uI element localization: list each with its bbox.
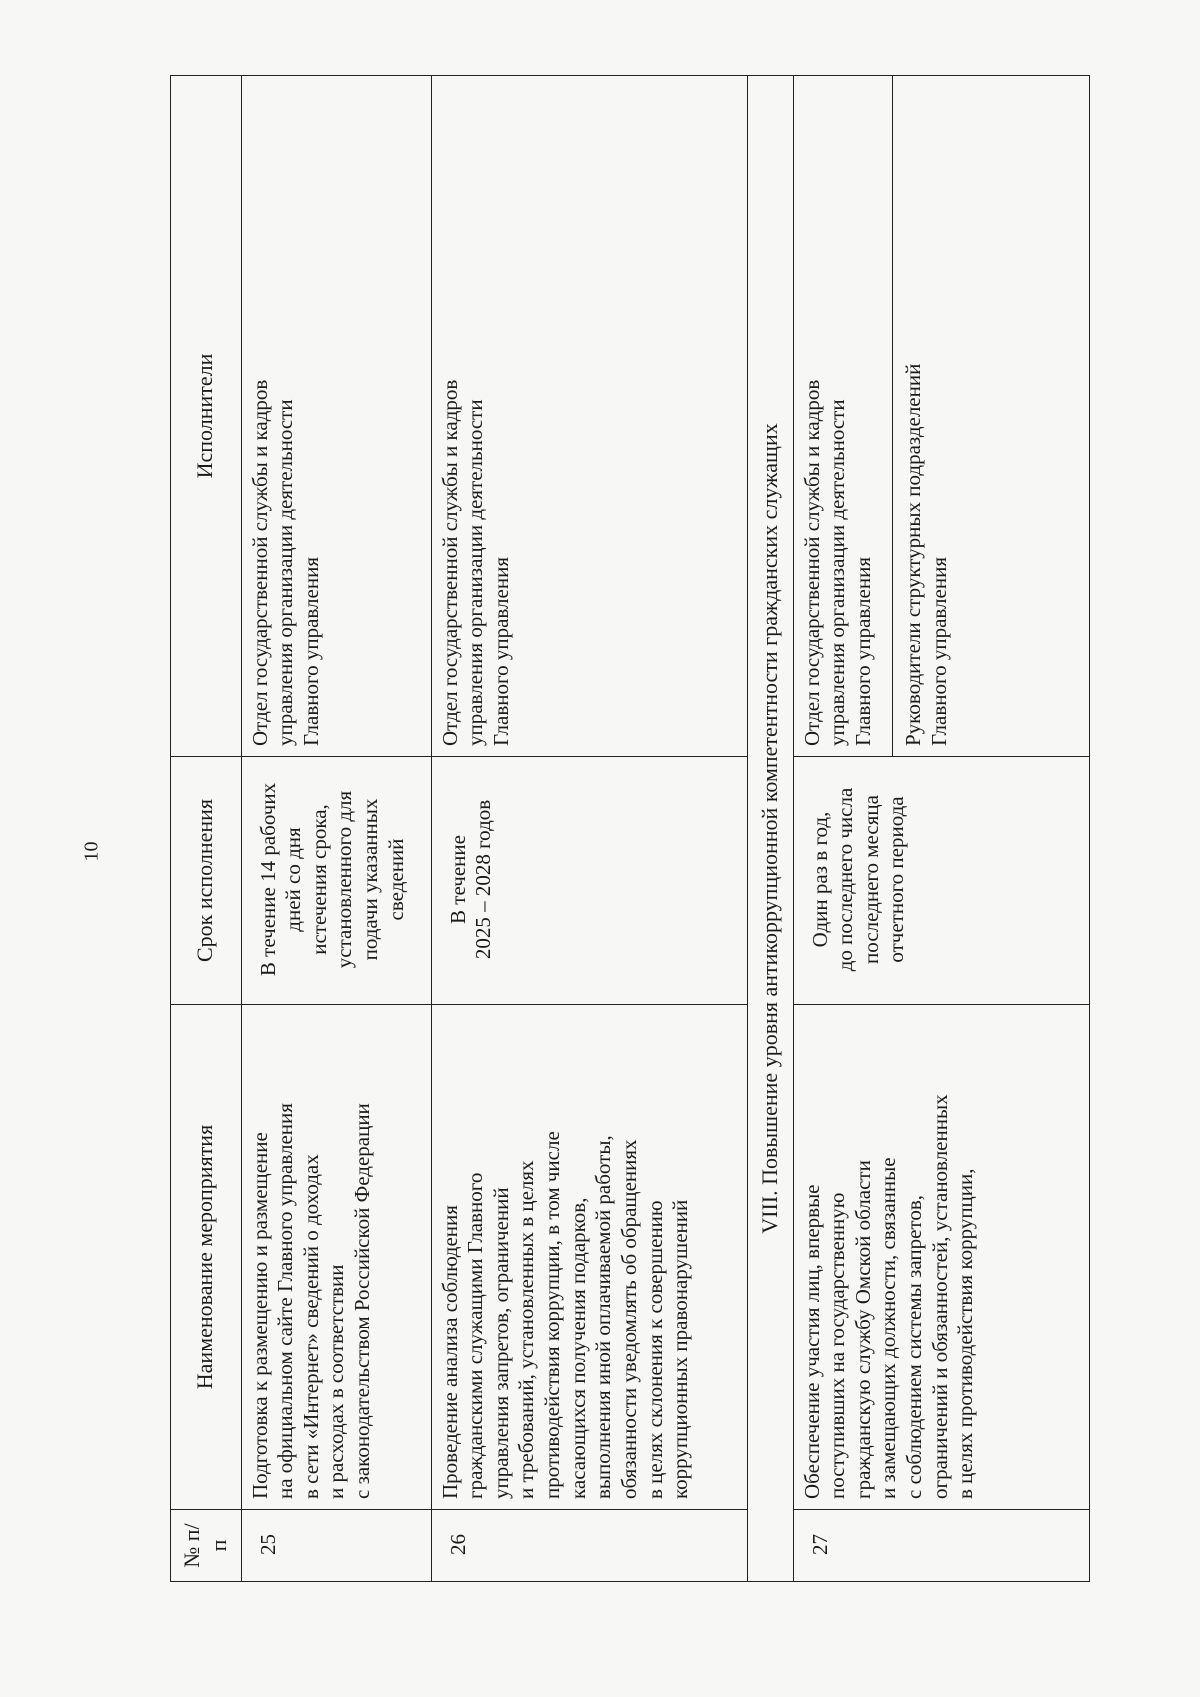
section-title: VIII. Повышение уровня антикоррупционной компетентности гражданских служащих: [747, 76, 793, 1582]
header-row: [171, 76, 242, 1582]
table-row: [793, 76, 1089, 1582]
row-num: 25: [241, 1510, 431, 1582]
executor-item: Руководители структурных подразделений Главного управления: [892, 76, 968, 756]
table-row: [241, 76, 431, 1582]
section-row: [747, 76, 793, 1582]
row-executors-cell: [793, 76, 1089, 757]
row-num: 27: [793, 1510, 1089, 1582]
header-num: № п/п: [171, 1510, 242, 1582]
row-name: Проведение анализа соблюдения гражданскими служащими Главного управления запретов, ограничений и требований, установленных в целях противодействия коррупции, в том числе касающихся получения подарков, выполнения иной оплачиваемой работы, обязанности уведомлять об обращениях в целях склонения к совершению коррупционных правонарушений: [431, 1005, 747, 1510]
executor-item: Отдел государственной службы и кадров управления организации деятельности Главного управления: [799, 379, 875, 746]
row-executors: Отдел государственной службы и кадров управления организации деятельности Главного управления: [431, 76, 747, 757]
row-name: Обеспечение участия лиц, впервые поступивших на государственную гражданскую службу Омской области и замещающих должности, связанные с соблюдением системы запретов, ограничений и обязанностей, установленных в целях противодействия коррупции,: [793, 1005, 1089, 1510]
rotated-table-container: [170, 76, 1090, 1582]
measures-table: [170, 75, 1090, 1582]
row-name: Подготовка к размещению и размещение на официальном сайте Главного управления в сети «Интернет» сведений о доходах и расходах в соответствии с законодательством Российской Федерации: [241, 1005, 431, 1510]
header-term: Срок исполнения: [171, 757, 242, 1005]
row-term: В течение 14 рабочих дней со дня истечения срока, установленного для подачи указанных сведений: [241, 757, 431, 1005]
row-num: 26: [431, 1510, 747, 1582]
row-executors: Отдел государственной службы и кадров управления организации деятельности Главного управления: [241, 76, 431, 757]
row-term: Один раз в год, до последнего числа последнего месяца отчетного периода: [793, 757, 1089, 1005]
page-number: 10: [80, 841, 103, 862]
table-row: [431, 76, 747, 1582]
header-name: Наименование мероприятия: [171, 1005, 242, 1510]
header-executors: Исполнители: [171, 76, 242, 757]
row-term: В течение 2025 – 2028 годов: [431, 757, 747, 1005]
